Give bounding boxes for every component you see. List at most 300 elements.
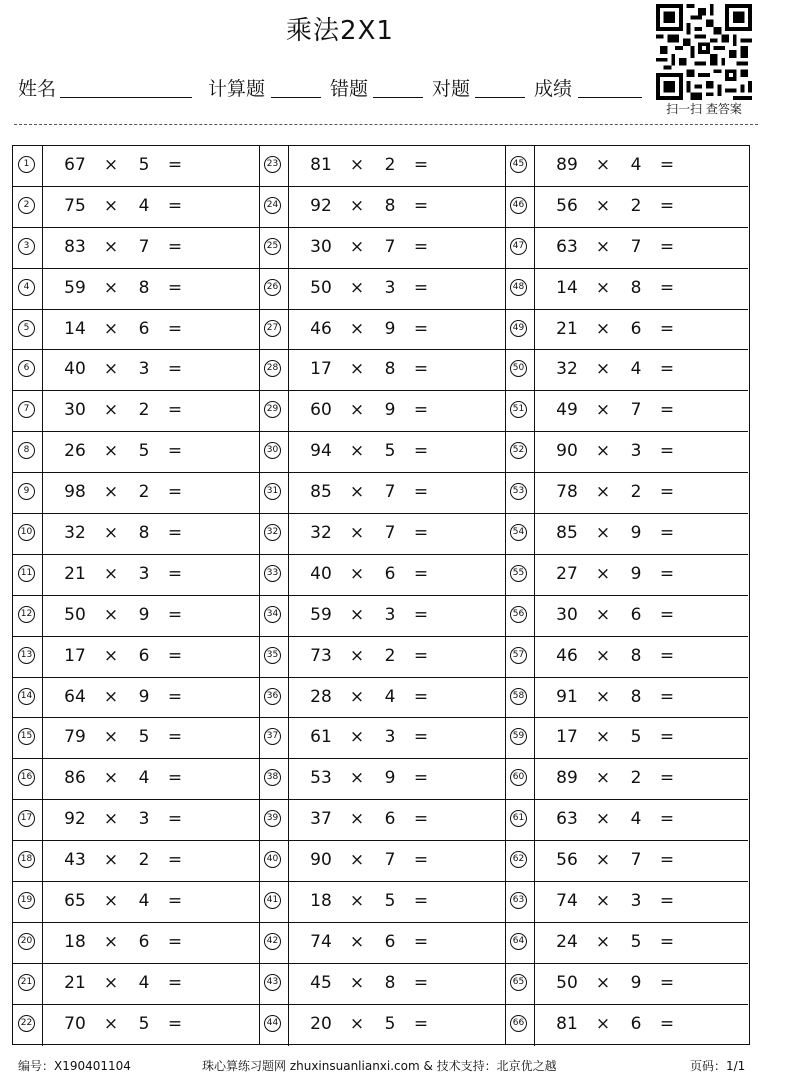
info-row [18, 72, 648, 102]
multiply-sign: × [349, 891, 365, 912]
problem-number: 63 [510, 892, 527, 909]
problem-number-box [13, 269, 43, 309]
operand-a: 89 [556, 768, 578, 789]
operand-a: 78 [556, 482, 578, 503]
equals-sign: = [659, 441, 675, 462]
problem-number: 27 [264, 320, 281, 337]
problem-number: 7 [18, 401, 35, 418]
equals-sign: = [659, 809, 675, 830]
problem-number-box [505, 841, 535, 881]
problem-row [13, 146, 259, 187]
problem-row [13, 1005, 259, 1046]
multiply-sign: × [349, 400, 365, 421]
multiply-sign: × [349, 155, 365, 175]
problem-number-box [259, 350, 289, 390]
problem-row [13, 391, 259, 432]
operand-a: 40 [64, 359, 86, 380]
operand-b: 7 [384, 850, 396, 871]
multiply-sign: × [103, 523, 119, 544]
operand-a: 70 [64, 1013, 86, 1034]
problem-number-box [505, 391, 535, 431]
problem-row [505, 310, 748, 351]
multiply-sign: × [349, 645, 365, 666]
problem-row [259, 882, 505, 923]
equals-sign: = [659, 482, 675, 503]
equals-sign: = [659, 400, 675, 421]
operand-a: 21 [64, 563, 86, 584]
footer-code: 编号：X190401104 [18, 1059, 131, 1073]
equals-sign: = [167, 277, 183, 298]
equals-sign: = [167, 400, 183, 421]
operand-b: 7 [138, 236, 150, 257]
problem-number: 41 [264, 892, 281, 909]
problem-number-box [505, 514, 535, 554]
multiply-sign: × [595, 972, 611, 993]
equals-sign: = [659, 686, 675, 707]
problem-row [505, 964, 748, 1005]
problem-number-box [505, 432, 535, 472]
problem-number-box [259, 759, 289, 799]
equals-sign: = [413, 482, 429, 503]
problem-row [13, 310, 259, 351]
operand-a: 91 [556, 686, 578, 707]
problem-row [505, 514, 748, 555]
problem-number-box [259, 882, 289, 922]
problem-number-box [505, 1005, 535, 1046]
problem-number-box [505, 882, 535, 922]
problem-number-box [13, 432, 43, 472]
problem-row [505, 678, 748, 719]
problem-row [505, 759, 748, 800]
equals-sign: = [167, 850, 183, 871]
problem-row [259, 718, 505, 759]
problem-row [259, 759, 505, 800]
operand-a: 27 [556, 563, 578, 584]
equals-sign: = [413, 318, 429, 339]
problem-row [259, 596, 505, 637]
multiply-sign: × [595, 482, 611, 503]
problem-number-box [505, 269, 535, 309]
problem-number: 57 [510, 647, 527, 664]
problem-row [505, 391, 748, 432]
problem-number-box [259, 269, 289, 309]
operand-a: 85 [556, 523, 578, 544]
problem-number: 56 [510, 606, 527, 623]
multiply-sign: × [103, 400, 119, 421]
problem-number: 44 [264, 1015, 281, 1032]
multiply-sign: × [595, 563, 611, 584]
operand-b: 7 [630, 236, 642, 257]
operand-b: 9 [630, 972, 642, 993]
problem-row [259, 514, 505, 555]
equals-sign: = [413, 850, 429, 871]
operand-a: 45 [310, 972, 332, 993]
equals-sign: = [413, 931, 429, 952]
operand-a: 85 [310, 482, 332, 503]
problem-number: 49 [510, 320, 527, 337]
multiply-sign: × [103, 482, 119, 503]
problem-number-box [259, 514, 289, 554]
operand-a: 59 [64, 277, 86, 298]
operand-a: 30 [556, 604, 578, 625]
problem-number: 58 [510, 688, 527, 705]
multiply-sign: × [349, 809, 365, 830]
problem-number-box [259, 596, 289, 636]
problem-number: 38 [264, 769, 281, 786]
problem-number: 30 [264, 442, 281, 459]
operand-a: 24 [556, 931, 578, 952]
problem-row [13, 555, 259, 596]
problem-number: 3 [18, 238, 35, 255]
operand-b: 4 [138, 768, 150, 789]
problem-row [13, 637, 259, 678]
operand-b: 2 [138, 482, 150, 503]
operand-a: 63 [556, 809, 578, 830]
equals-sign: = [167, 441, 183, 462]
problem-row [505, 269, 748, 310]
wrong-blank[interactable] [373, 97, 423, 98]
problem-number: 48 [510, 279, 527, 296]
operand-b: 2 [138, 400, 150, 421]
name-blank[interactable] [60, 97, 192, 98]
equals-sign: = [167, 482, 183, 503]
problem-grid [12, 145, 750, 1045]
multiply-sign: × [103, 441, 119, 462]
equals-sign: = [659, 318, 675, 339]
equals-sign: = [167, 236, 183, 257]
equals-sign: = [413, 604, 429, 625]
multiply-sign: × [103, 318, 119, 339]
operand-b: 3 [630, 441, 642, 462]
equals-sign: = [413, 523, 429, 544]
operand-a: 14 [556, 277, 578, 298]
operand-b: 8 [384, 195, 396, 216]
problem-row [505, 146, 748, 187]
problem-number-box [259, 228, 289, 268]
problem-number-box [13, 718, 43, 758]
operand-a: 21 [64, 972, 86, 993]
multiply-sign: × [595, 318, 611, 339]
problem-number-box [505, 678, 535, 718]
problem-row [505, 596, 748, 637]
problem-row [13, 596, 259, 637]
operand-b: 2 [630, 195, 642, 216]
multiply-sign: × [595, 686, 611, 707]
multiply-sign: × [349, 359, 365, 380]
operand-b: 8 [138, 277, 150, 298]
problem-row [13, 800, 259, 841]
equals-sign: = [659, 277, 675, 298]
problem-row [259, 637, 505, 678]
multiply-sign: × [595, 359, 611, 380]
operand-a: 17 [556, 727, 578, 748]
problem-number: 64 [510, 933, 527, 950]
score-blank[interactable] [578, 97, 642, 98]
multiply-sign: × [595, 155, 611, 175]
problem-row [13, 432, 259, 473]
multiply-sign: × [349, 563, 365, 584]
problem-number-box [13, 923, 43, 963]
equals-sign: = [167, 604, 183, 625]
problem-number: 21 [18, 974, 35, 991]
multiply-sign: × [595, 400, 611, 421]
operand-a: 32 [556, 359, 578, 380]
problem-number: 65 [510, 974, 527, 991]
equals-sign: = [167, 563, 183, 584]
equals-sign: = [659, 850, 675, 871]
operand-a: 74 [556, 891, 578, 912]
multiply-sign: × [595, 277, 611, 298]
operand-b: 3 [138, 359, 150, 380]
problem-number-box [259, 841, 289, 881]
multiply-sign: × [349, 523, 365, 544]
operand-a: 89 [556, 155, 578, 175]
equals-sign: = [413, 236, 429, 257]
operand-b: 3 [384, 727, 396, 748]
operand-b: 6 [630, 1013, 642, 1034]
problem-number-box [13, 882, 43, 922]
equals-sign: = [413, 809, 429, 830]
problem-row [259, 800, 505, 841]
equals-sign: = [659, 727, 675, 748]
operand-b: 6 [138, 318, 150, 339]
problem-number-box [259, 923, 289, 963]
multiply-sign: × [349, 195, 365, 216]
multiply-sign: × [349, 318, 365, 339]
problem-number: 46 [510, 197, 527, 214]
problem-number: 12 [18, 606, 35, 623]
problem-number: 14 [18, 688, 35, 705]
problem-number: 62 [510, 851, 527, 868]
operand-a: 40 [310, 563, 332, 584]
problem-row [505, 841, 748, 882]
problem-number: 23 [264, 156, 281, 173]
equals-sign: = [167, 645, 183, 666]
problem-number: 54 [510, 524, 527, 541]
operand-b: 9 [384, 318, 396, 339]
problem-number: 20 [18, 933, 35, 950]
problem-number: 32 [264, 524, 281, 541]
problem-number: 39 [264, 810, 281, 827]
problem-column-1 [13, 146, 260, 1044]
operand-b: 2 [630, 768, 642, 789]
multiply-sign: × [103, 972, 119, 993]
operand-b: 5 [138, 1013, 150, 1034]
operand-b: 5 [630, 727, 642, 748]
operand-a: 67 [64, 155, 86, 175]
footer-page: 页码：1/1 [690, 1059, 746, 1073]
problem-number: 11 [18, 565, 35, 582]
problem-number-box [13, 841, 43, 881]
problem-number-box [13, 228, 43, 268]
problem-row [259, 391, 505, 432]
problem-row [13, 678, 259, 719]
operand-a: 46 [556, 645, 578, 666]
problem-number-box [259, 718, 289, 758]
operand-b: 6 [138, 931, 150, 952]
multiply-sign: × [103, 727, 119, 748]
problem-number: 37 [264, 728, 281, 745]
problem-number-box [505, 350, 535, 390]
operand-a: 17 [310, 359, 332, 380]
multiply-sign: × [103, 604, 119, 625]
multiply-sign: × [349, 768, 365, 789]
problem-number: 17 [18, 810, 35, 827]
problem-number-box [259, 678, 289, 718]
problem-row [505, 800, 748, 841]
operand-b: 5 [384, 1013, 396, 1034]
problem-number-box [13, 310, 43, 350]
operand-a: 86 [64, 768, 86, 789]
problem-number: 4 [18, 279, 35, 296]
operand-a: 92 [64, 809, 86, 830]
problem-row [13, 964, 259, 1005]
operand-a: 32 [64, 523, 86, 544]
equals-sign: = [659, 972, 675, 993]
multiply-sign: × [103, 1013, 119, 1034]
problem-number-box [505, 310, 535, 350]
problem-number-box [259, 1005, 289, 1046]
problem-number: 29 [264, 401, 281, 418]
problem-row [13, 350, 259, 391]
operand-b: 5 [138, 155, 150, 175]
problem-number-box [259, 473, 289, 513]
problem-number: 1 [18, 156, 35, 173]
equals-sign: = [167, 359, 183, 380]
equals-sign: = [659, 359, 675, 380]
problem-row [259, 350, 505, 391]
equals-sign: = [659, 1013, 675, 1034]
multiply-sign: × [349, 727, 365, 748]
problem-row [259, 432, 505, 473]
problem-row [13, 841, 259, 882]
problem-number-box [259, 310, 289, 350]
equals-sign: = [413, 1013, 429, 1034]
problem-number: 9 [18, 483, 35, 500]
problem-number: 35 [264, 647, 281, 664]
problem-number: 15 [18, 728, 35, 745]
problem-row [259, 678, 505, 719]
operand-b: 7 [384, 236, 396, 257]
problem-number-box [13, 391, 43, 431]
operand-b: 4 [138, 195, 150, 216]
multiply-sign: × [349, 441, 365, 462]
operand-a: 74 [310, 931, 332, 952]
problem-row [505, 432, 748, 473]
problem-row [13, 759, 259, 800]
operand-a: 56 [556, 850, 578, 871]
score-label: 成绩 [534, 78, 573, 100]
calc-blank[interactable] [271, 97, 321, 98]
problem-number: 34 [264, 606, 281, 623]
footer-site[interactable]: 珠心算练习题网 zhuxinsuanlianxi.com & 技术支持：北京优之越 [202, 1059, 557, 1073]
operand-a: 30 [310, 236, 332, 257]
multiply-sign: × [595, 727, 611, 748]
problem-number-box [505, 187, 535, 227]
operand-a: 65 [64, 891, 86, 912]
operand-b: 8 [630, 686, 642, 707]
operand-b: 7 [384, 482, 396, 503]
operand-a: 17 [64, 645, 86, 666]
multiply-sign: × [103, 236, 119, 257]
equals-sign: = [167, 768, 183, 789]
operand-b: 6 [138, 645, 150, 666]
operand-a: 81 [556, 1013, 578, 1034]
equals-sign: = [659, 604, 675, 625]
problem-number: 22 [18, 1015, 35, 1032]
multiply-sign: × [103, 277, 119, 298]
problem-row [259, 841, 505, 882]
problem-number-box [259, 187, 289, 227]
problem-row [259, 923, 505, 964]
problem-number: 42 [264, 933, 281, 950]
operand-b: 6 [384, 931, 396, 952]
operand-b: 2 [630, 482, 642, 503]
right-blank[interactable] [475, 97, 525, 98]
multiply-sign: × [349, 604, 365, 625]
operand-b: 6 [384, 563, 396, 584]
problem-number: 59 [510, 728, 527, 745]
equals-sign: = [659, 563, 675, 584]
problem-number-box [13, 678, 43, 718]
operand-b: 9 [384, 768, 396, 789]
equals-sign: = [167, 1013, 183, 1034]
multiply-sign: × [103, 931, 119, 952]
equals-sign: = [167, 523, 183, 544]
operand-b: 4 [630, 155, 642, 175]
equals-sign: = [413, 768, 429, 789]
operand-a: 94 [310, 441, 332, 462]
multiply-sign: × [349, 1013, 365, 1034]
operand-a: 63 [556, 236, 578, 257]
equals-sign: = [413, 359, 429, 380]
operand-b: 7 [630, 850, 642, 871]
problem-row [259, 964, 505, 1005]
operand-b: 7 [384, 523, 396, 544]
equals-sign: = [413, 400, 429, 421]
problem-number-box [13, 964, 43, 1004]
operand-b: 5 [138, 727, 150, 748]
problem-number-box [13, 187, 43, 227]
problem-number: 10 [18, 524, 35, 541]
problem-row [505, 473, 748, 514]
problem-number-box [13, 473, 43, 513]
problem-number: 33 [264, 565, 281, 582]
operand-a: 20 [310, 1013, 332, 1034]
operand-a: 49 [556, 400, 578, 421]
operand-a: 90 [310, 850, 332, 871]
operand-a: 37 [310, 809, 332, 830]
equals-sign: = [659, 195, 675, 216]
equals-sign: = [659, 236, 675, 257]
operand-b: 8 [630, 277, 642, 298]
multiply-sign: × [349, 686, 365, 707]
problem-number-box [505, 923, 535, 963]
operand-b: 6 [384, 809, 396, 830]
page-title: 乘法2X1 [286, 16, 394, 46]
problem-number: 61 [510, 810, 527, 827]
qr-code-icon[interactable] [656, 4, 752, 100]
multiply-sign: × [349, 931, 365, 952]
multiply-sign: × [103, 359, 119, 380]
equals-sign: = [167, 155, 183, 175]
multiply-sign: × [349, 482, 365, 503]
equals-sign: = [659, 891, 675, 912]
multiply-sign: × [103, 563, 119, 584]
problem-column-2 [259, 146, 506, 1044]
problem-number: 28 [264, 360, 281, 377]
multiply-sign: × [349, 236, 365, 257]
